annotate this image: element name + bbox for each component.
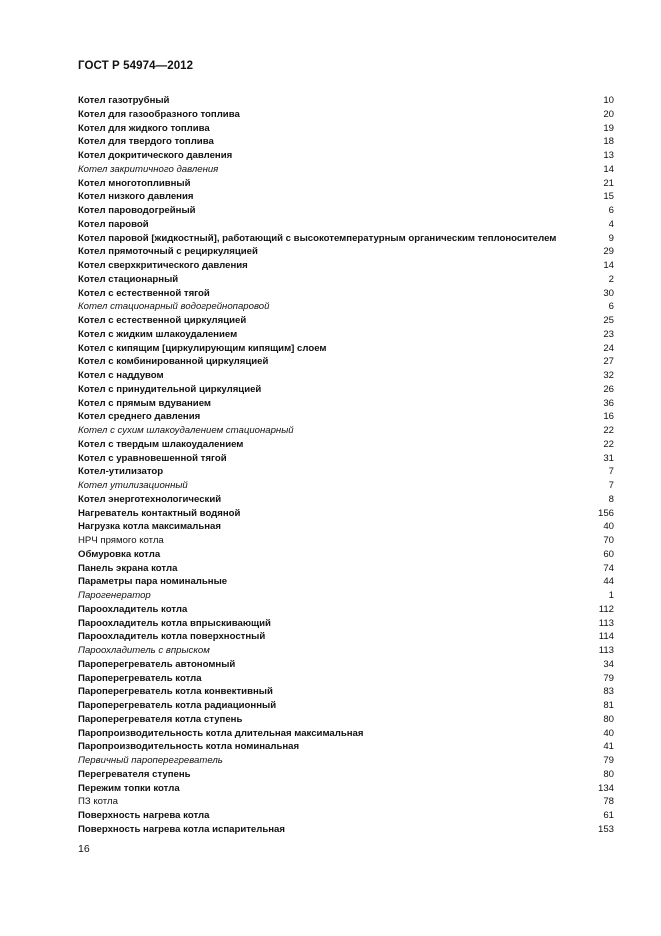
index-entry: [78, 342, 614, 356]
index-term: Котел с естественной тягой: [78, 287, 210, 299]
index-entry: [78, 245, 614, 259]
index-term: Котел с наддувом: [78, 370, 164, 381]
index-entry: [78, 630, 614, 644]
index-entry: [78, 754, 614, 768]
index-term: Первичный пароперегреватель: [78, 755, 223, 766]
index-page-ref: 22: [603, 438, 614, 450]
index-term: Поверхность нагрева котла испарительная: [78, 823, 285, 835]
index-entry: [78, 177, 614, 191]
index-entry: [78, 300, 614, 314]
index-page-ref: 40: [603, 521, 614, 533]
index-entry: [78, 149, 614, 163]
index-page-ref: 79: [603, 755, 614, 766]
index-term: Паропроизводительность котла номинальная: [78, 741, 300, 753]
index-entry: [78, 685, 614, 699]
index-entry: [78, 809, 614, 823]
index-page-ref: 156: [597, 507, 614, 519]
index-page-ref: 6: [608, 301, 614, 313]
index-page-ref: 60: [603, 548, 614, 560]
index-term: Перегревателя ступень: [78, 768, 191, 780]
index-page-ref: 20: [603, 108, 614, 120]
index-page-ref: 134: [597, 782, 614, 794]
index-page-ref: 19: [603, 122, 614, 134]
index-page-ref: 61: [603, 810, 614, 821]
index-entry: [78, 562, 614, 576]
index-entry: [78, 397, 614, 411]
index-page-ref: 8: [608, 493, 614, 505]
index-entry: [78, 190, 614, 204]
index-term: Котел-утилизатор: [78, 466, 164, 478]
index-term: Пароперегреватель автономный: [78, 658, 236, 670]
page-number: 16: [78, 843, 90, 855]
index-page-ref: 74: [603, 562, 614, 574]
index-entry: [78, 218, 614, 232]
index-page-ref: 81: [603, 700, 614, 711]
index-entry: [78, 768, 614, 782]
index-term: Котел с кипящим [циркулирующим кипящим] слоем: [78, 342, 327, 354]
index-term: Котел с принудительной циркуляцией: [78, 383, 262, 395]
index-term: Котел для газообразного топлива: [78, 108, 240, 120]
index-page-ref: 114: [598, 631, 614, 643]
index-page-ref: 22: [603, 425, 614, 436]
index-entry: [78, 644, 614, 658]
index-entry: [78, 438, 614, 452]
index-page-ref: 14: [603, 163, 614, 175]
index-term: Пароперегреватель котла: [78, 672, 202, 684]
index-term: Пароохладитель с впрыском: [78, 645, 210, 656]
index-term: Котел для жидкого топлива: [78, 122, 210, 134]
index-entry: [78, 548, 614, 562]
index-entry: [78, 424, 614, 438]
index-entry: [78, 94, 614, 108]
index-entry: [78, 410, 614, 424]
index-term: Котел прямоточный с рециркуляцией: [78, 246, 258, 258]
document-header: ГОСТ Р 54974—2012: [78, 60, 194, 72]
index-entry: [78, 204, 614, 218]
index-page-ref: 25: [603, 315, 614, 326]
index-entry: [78, 369, 614, 383]
index-page-ref: 70: [603, 535, 614, 546]
index-entry: [78, 795, 614, 809]
index-page-ref: 44: [603, 576, 614, 588]
index-entry: [78, 259, 614, 273]
index-entry: [78, 314, 614, 328]
index-entry: [78, 328, 614, 342]
index-entry: [78, 575, 614, 589]
index-entry: [78, 383, 614, 397]
index-term: Пароохладитель котла впрыскивающий: [78, 617, 271, 629]
index-entry: [78, 355, 614, 369]
index-entry: [78, 823, 614, 837]
index-page-ref: 34: [603, 658, 614, 670]
index-term: Пароперегреватель котла конвективный: [78, 686, 273, 698]
index-page-ref: 18: [603, 136, 614, 148]
index-term: ПЗ котла: [78, 796, 118, 808]
index-term: Пароперегреватель котла радиационный: [78, 700, 277, 711]
index-entry: [78, 108, 614, 122]
index-page-ref: 80: [603, 713, 614, 725]
index-term: Котел стационарный: [78, 273, 179, 285]
index-entry: [78, 589, 614, 603]
index-entry: [78, 617, 614, 631]
index-entry: [78, 452, 614, 466]
index-term: Котел с твердым шлакоудалением: [78, 438, 244, 450]
index-page-ref: 15: [603, 191, 614, 203]
index-entry: [78, 135, 614, 149]
index-term: Котел для твердого топлива: [78, 136, 214, 148]
index-term: Котел стационарный водогрейнопаровой: [78, 301, 270, 313]
index-entry: [78, 520, 614, 534]
index-term: Параметры пара номинальные: [78, 576, 228, 588]
index-term: Нагрузка котла максимальная: [78, 521, 221, 533]
index-term: Котел утилизационный: [78, 480, 188, 491]
index-entry: [78, 658, 614, 672]
index-term: Котел пароводогрейный: [78, 205, 196, 216]
index-entry: [78, 603, 614, 617]
index-page-ref: 153: [597, 823, 614, 835]
index-term: Котел сверхкритического давления: [78, 260, 248, 271]
index-term: Пережим топки котла: [78, 782, 180, 794]
index-page-ref: 27: [603, 356, 614, 368]
index-entry: [78, 740, 614, 754]
index-term: Котел с сухим шлакоудалением стационарный: [78, 425, 294, 436]
index-entry: [78, 727, 614, 741]
index-term: Пароохладитель котла поверхностный: [78, 631, 266, 643]
index-term: Котел с уравновешенной тягой: [78, 452, 227, 464]
index-entry: [78, 493, 614, 507]
index-page-ref: 6: [608, 205, 614, 216]
index-page-ref: 7: [608, 466, 614, 478]
index-page-ref: 80: [603, 768, 614, 780]
index-term: Котел закритичного давления: [78, 163, 219, 175]
index-term: Пароперегревателя котла ступень: [78, 713, 243, 725]
index-page-ref: 4: [608, 218, 614, 230]
index-entry: [78, 507, 614, 521]
index-page-ref: 26: [603, 383, 614, 395]
index-term: Нагреватель контактный водяной: [78, 507, 241, 519]
index-page-ref: 31: [603, 452, 614, 464]
index-entry: [78, 699, 614, 713]
index-page-ref: 32: [603, 370, 614, 381]
index-term: Котел с прямым вдуванием: [78, 397, 211, 409]
index-entry: [78, 672, 614, 686]
index-entry: [78, 479, 614, 493]
index-term: Котел низкого давления: [78, 191, 194, 203]
index-page-ref: 21: [603, 177, 614, 189]
index-page-ref: 113: [598, 617, 614, 629]
index-term: НРЧ прямого котла: [78, 535, 164, 546]
index-page-ref: 41: [603, 741, 614, 753]
index-entry: [78, 122, 614, 136]
index-term: Парогенератор: [78, 590, 151, 601]
index-entry: [78, 782, 614, 796]
index-page-ref: 112: [598, 603, 614, 615]
index-term: Котел паровой: [78, 218, 149, 230]
index-term: Котел энерготехнологический: [78, 493, 222, 505]
index-entry: [78, 232, 614, 246]
index-page-ref: 78: [603, 796, 614, 808]
index-entry: [78, 287, 614, 301]
index-page-ref: 10: [603, 95, 614, 106]
index-page-ref: 16: [603, 411, 614, 423]
index-term: Котел среднего давления: [78, 411, 201, 423]
index-page-ref: 1: [608, 590, 614, 601]
index-term: Котел с естественной циркуляцией: [78, 315, 247, 326]
index-page-ref: 9: [608, 232, 614, 244]
index-page-ref: 14: [603, 260, 614, 271]
index-entry: [78, 273, 614, 287]
index-term: Панель экрана котла: [78, 562, 178, 574]
index-term: Котел многотопливный: [78, 177, 191, 189]
index-page-ref: 30: [603, 287, 614, 299]
index-page-ref: 13: [603, 150, 614, 161]
index-entry: [78, 163, 614, 177]
index-entry: [78, 713, 614, 727]
index-page-ref: 40: [603, 727, 614, 739]
index-entry: [78, 465, 614, 479]
index-page-ref: 83: [603, 686, 614, 698]
index-term: Котел докритического давления: [78, 150, 233, 161]
index-page-ref: 2: [608, 273, 614, 285]
index-term: Поверхность нагрева котла: [78, 810, 210, 821]
index-term: Котел паровой [жидкостный], работающий с высокотемпературным органическим теплоносителем: [78, 232, 557, 244]
index-term: Котел с жидким шлакоудалением: [78, 328, 238, 340]
index-entry: [78, 534, 614, 548]
index-term: Пароохладитель котла: [78, 603, 188, 615]
index-page-ref: 7: [608, 480, 614, 491]
index-page-ref: 79: [603, 672, 614, 684]
index-term: Котел газотрубный: [78, 95, 170, 106]
index-term: Котел с комбинированной циркуляцией: [78, 356, 269, 368]
index-page-ref: 113: [598, 645, 614, 656]
index-page-ref: 36: [603, 397, 614, 409]
index-term: Паропроизводительность котла длительная максимальная: [78, 727, 364, 739]
term-index-list: [78, 94, 614, 837]
index-page-ref: 23: [603, 328, 614, 340]
index-page-ref: 24: [603, 342, 614, 354]
index-term: Обмуровка котла: [78, 548, 161, 560]
index-page-ref: 29: [603, 246, 614, 258]
